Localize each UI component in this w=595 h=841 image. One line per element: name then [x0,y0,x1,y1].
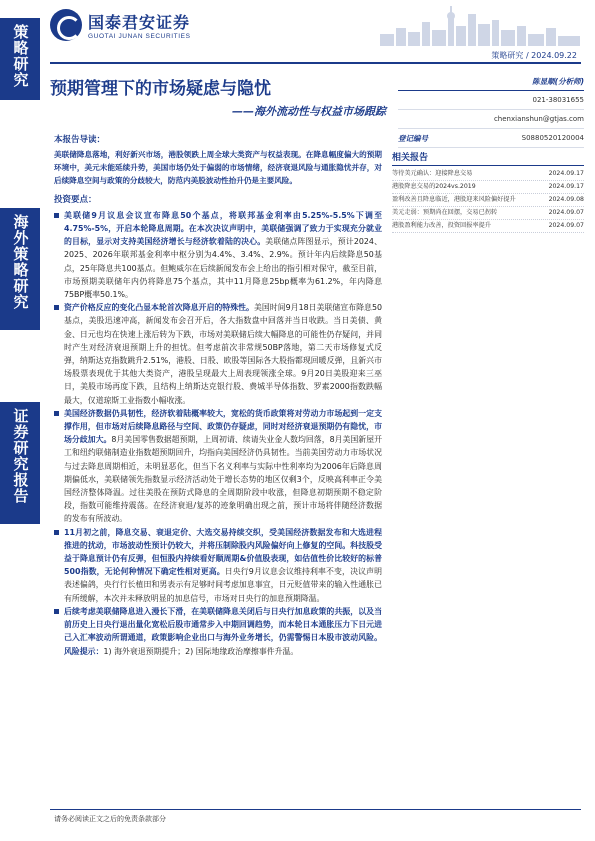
logo-name-cn: 国泰君安证券 [88,13,191,32]
guide-heading: 本报告导读： [54,135,106,145]
report-summary: 美联储降息落地，利好新兴市场，港股领跌上周全球大类资产与权益表现。在降息幅度偏大的预期环境中，美元未能延续升势，美国市场仍处于偏弱的市场情绪，经济衰退风险与通胀隐忧并存，对后续降息空间与政策的分歧较大，防范内美股波动性抬升仍是主要风险。 [54,150,382,185]
footer-rule [50,809,581,810]
header-meta: 策略研究 / 2024.09.22 [491,51,577,60]
logo-mark-icon [50,9,82,41]
key-point: 11月初之前，降息交易、衰退定价、大选交易持续交织，受美国经济数据发布和大选进程推进的扰动，市场波动性预计仍较大，并将压制除股内风险偏好向上修复的空间。科技股受益于降息预计仍有反弹，但恒股内持续看好顺周期&价值股表现，如估值性价比较好的标普500指数，无论何种情况下确定性相对更高。日央行9月议息会议维持利率不变，决议声明表述偏鸽，央行行长植田和男表示有足够时间考虑加息事宜，日元贬值带来的输入性通胀已有所缓解，本次并未释放明显的加息信号，市场对日央行的加息预期降温。 [54,526,382,605]
key-point: 美联储9月议息会议宣布降息50个基点，将联邦基金利率由5.25%-5.5%下调至4.75%-5%，开启本轮降息周期。在本次决议声明中，美联储强调了致力于实现充分就业的目标，显示对支持美国经济增长与经济软着陆的决心。美联储点阵图显示，预计2024、2025、2026年联邦基金利率中枢分别为4.4%、3.4%、2.9%。预计年内后续降息50基点，25年降息共100基点。但鲍威尔在后续新闻发布会上给出的指引相对保守，截至目前，市场预期美联储年内仍将降息75个基点，其中11月降息25bp概率为61.2%，年内降息75BP概率50.1%。 [54,209,382,301]
sidebar-label: 证券研究报告 [11,408,30,504]
sidebar-block-overseas [0,208,40,330]
analyst-info [398,72,584,148]
related-report-item[interactable]: 等待美元确认：迎接降息交易 2024.09.17 [392,168,584,181]
footer-disclaimer: 请务必阅读正文之后的免责条款部分 [54,815,166,823]
key-point: 资产价格反应的变化凸显本轮首次降息开启的特殊性。美国时间9月18日美联储宣布降息50基点，美股迅速冲高，新闻发布会召开后，各大指数盘中回落并当日收跌。当日美债、黄金、日元也均在快速上涨后转为下跌，市场对美联储后续大幅降息的可能性仍存疑问，并同时产生对经济衰退预期上升的担忧。但考虑前次非常规50BP落地，第二天市场修复式反弹，纳斯达克指数跳升2.51%，港股、日股、欧股等国际各大股指都现回暖反弹，且新兴市场股票表现优于其他大类资产，港股呈现最大上周表现领涨全球。9月20日美股迎来三巫日，美股市场再度下跌，且结构上纳斯达克银行股、费城半导体指数、罗素2000指数跌幅最大，仅道琼斯工业指数小幅收涨。 [54,301,382,407]
key-points [54,209,382,658]
page-title: 预期管理下的市场疑虑与隐忧 [50,79,271,99]
page-subtitle: ——海外流动性与权益市场跟踪 [232,105,386,118]
sidebar-block-strategy [0,18,40,100]
related-reports-title: 相关报告 [392,150,584,166]
sidebar-label: 海外策略研究 [11,214,30,310]
points-heading: 投资要点： [54,194,97,205]
registration-label: 登记编号 [398,133,428,143]
sidebar-label: 策略研究 [11,24,30,88]
city-skyline-icon [380,4,580,46]
related-report-item[interactable]: 美元走弱：预期尚在回摆，交易已拐转 2024.09.07 [392,207,584,220]
related-reports [392,150,584,233]
registration-number: S0880520120004 [521,134,584,142]
analyst-email: chenxianshun@gtjas.com [493,115,584,123]
sidebar-block-research [0,402,40,524]
company-logo [50,8,191,42]
related-report-item[interactable]: 盈利改善且降息临近，港股迎来风险偏好提升 2024.09.08 [392,194,584,207]
analyst-phone: 021-38031655 [532,96,584,104]
header-rule [50,62,581,64]
sidebar [0,0,40,841]
report-body [54,128,382,658]
related-report-item[interactable]: 港股降息交易的2024vs.2019 2024.09.17 [392,181,584,194]
logo-name-en: GUOTAI JUNAN SECURITIES [88,33,191,40]
key-point: 美国经济数据仍具韧性，经济软着陆概率较大，宽松的货币政策将对劳动力市场起到一定支撑作用，但市场对后续降息路径与空间、政策仍存疑虑，同时对经济衰退预期仍有隐忧，市场分歧加大。8月美国零售数据超预期，上周初请、续请失业金人数均回落，8月美国新屋开工和纽约联储制造业指数超预期回升，均指向美国经济仍具韧性。当前美国劳动力市场状况与过去降息周期相近，未明显恶化，但当下名义利率与实际中性利率均为2006年后降息周期偏低水，美联储领先指数显示经济活动处于增长态势的地区仅剩3个，反映高利率正令美国经济整体降温。过往美股在预防式降息的全周期阶段中收涨，但降息初期预期不稳定阶段，指数可能维持震荡。在经济衰退/复苏的迹象明确出现之前，预计市场将伴随经济数据的发布有所波动。 [54,407,382,526]
related-report-item[interactable]: 港股盈利能力改善，投资回报率提升 2024.09.07 [392,220,584,233]
analyst-name: 陈显顺(分析师) [532,76,584,86]
key-point: 后续考虑美联储降息进入漫长下滑，在美联储降息关闭后与日央行加息政策的共振，以及当前历史上日央行退出量化宽松后股市通常步入中期回调趋势，而本轮日本通胀压力下日元进己入汇率波动所谓通道，政策影响企业出口与海外业务增长，仍需警惕日本股市波动风险。风险提示：1) 海外衰退预期提升；2) 国际地缘政治摩擦事件升温。 [54,605,382,658]
